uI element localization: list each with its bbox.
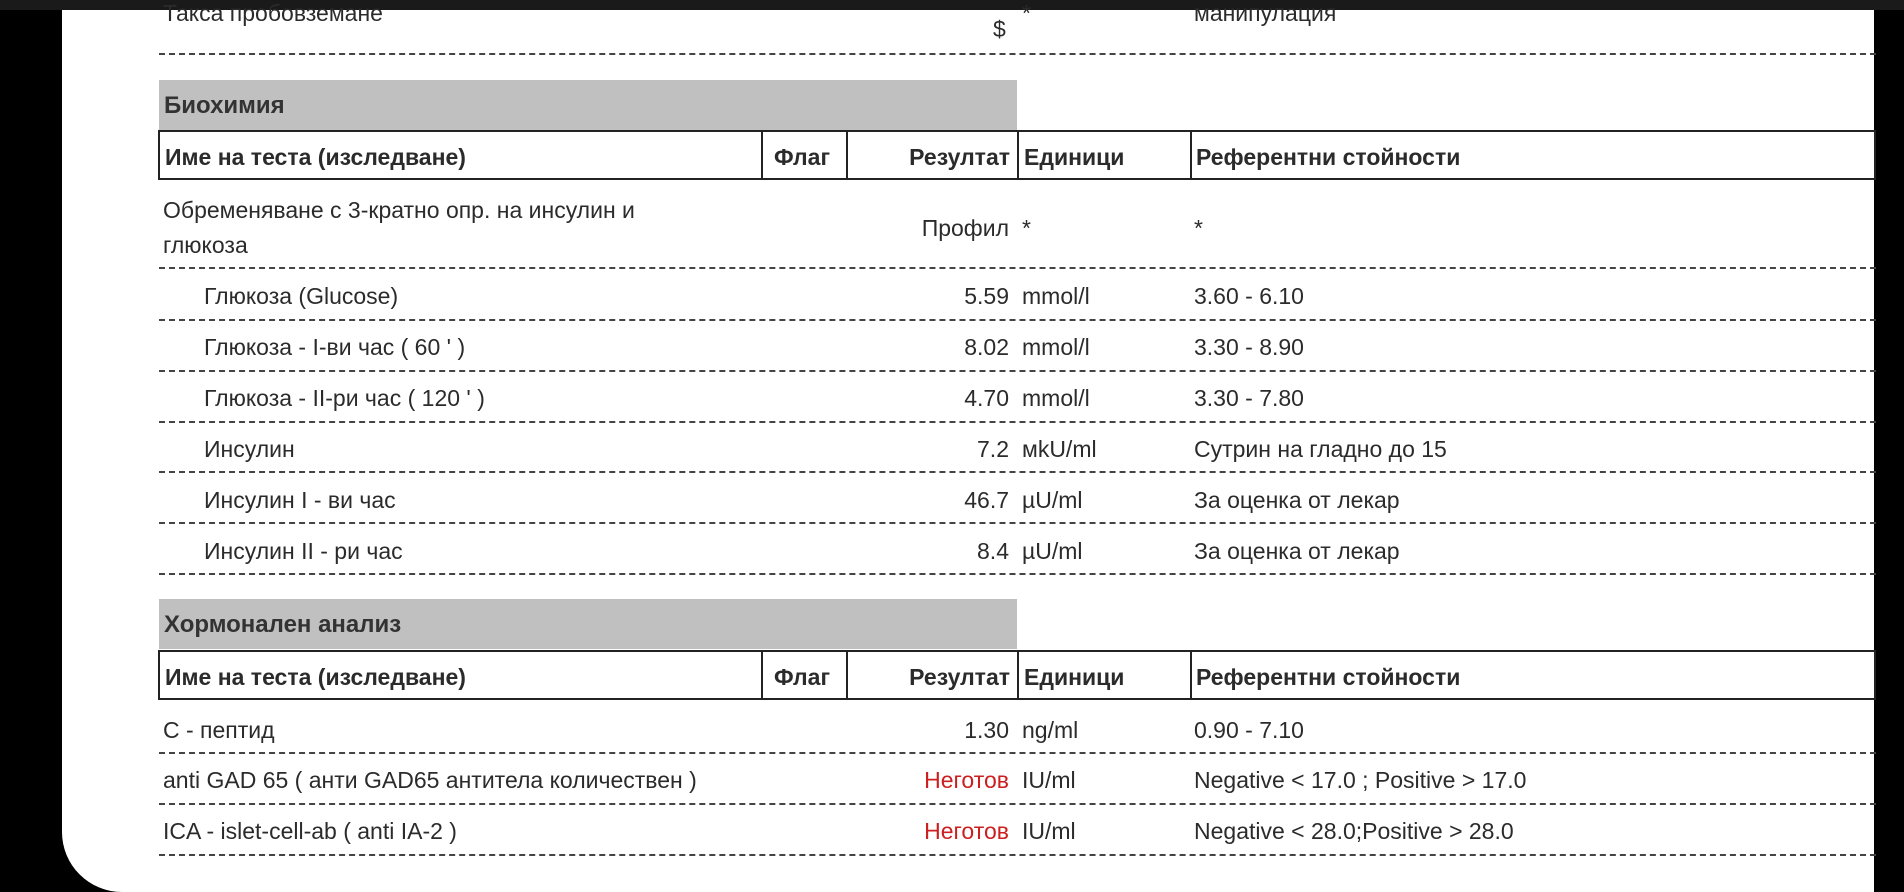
test-units: mmol/l [1022, 283, 1090, 309]
column-header-flag: Флаг [774, 144, 831, 170]
column-divider [846, 132, 848, 178]
test-name-continued: глюкоза [163, 232, 248, 258]
test-result: 8.02 [964, 334, 1009, 360]
test-units: µU/ml [1022, 487, 1083, 513]
row-divider [159, 370, 1876, 372]
test-units: мkU/ml [1022, 436, 1097, 462]
row-divider [159, 522, 1876, 524]
test-units: IU/ml [1022, 818, 1076, 844]
section-title-biochemistry [159, 80, 1017, 130]
column-header-name: Име на теста (изследване) [165, 664, 466, 690]
test-name: Глюкоза - I-ви час ( 60 ' ) [204, 334, 466, 360]
column-header-result: Резултат [909, 664, 1010, 690]
column-header-reference: Референтни стойности [1196, 144, 1461, 170]
row-name: Такса пробовземане [163, 0, 383, 26]
test-name: Инсулин II - ри час [204, 538, 403, 564]
test-name: Инсулин [204, 436, 295, 462]
row-reference: манипулация [1194, 0, 1337, 26]
test-reference: * [1194, 215, 1203, 241]
test-name: Глюкоза (Glucose) [204, 283, 399, 309]
test-units: mmol/l [1022, 385, 1090, 411]
table-header-hormonal [158, 650, 1876, 700]
column-divider [846, 652, 848, 698]
column-divider [1190, 132, 1192, 178]
column-divider [761, 132, 763, 178]
column-divider [1017, 652, 1019, 698]
test-reference: За оценка от лекар [1194, 487, 1400, 513]
test-units: mmol/l [1022, 334, 1090, 360]
row-divider [159, 573, 1876, 575]
section-title-text: Биохимия [164, 92, 285, 119]
row-divider [159, 319, 1876, 321]
test-result: 46.7 [964, 487, 1009, 513]
test-reference: 3.30 - 7.80 [1194, 385, 1304, 411]
column-header-flag: Флаг [774, 664, 831, 690]
column-header-reference: Референтни стойности [1196, 664, 1461, 690]
column-divider [1190, 652, 1192, 698]
test-reference: Сутрин на гладно до 15 [1194, 436, 1447, 462]
column-header-units: Единици [1024, 664, 1125, 690]
test-result: Профил [921, 215, 1009, 241]
test-name: Глюкоза - II-ри час ( 120 ' ) [204, 385, 485, 411]
row-divider [159, 803, 1876, 805]
test-name: Обременяване с 3-кратно опр. на инсулин и [163, 197, 635, 223]
row-divider [159, 53, 1876, 55]
table-header-biochemistry [158, 130, 1876, 180]
column-header-units: Единици [1024, 144, 1125, 170]
section-title-hormonal [159, 599, 1017, 649]
test-units: * [1022, 215, 1031, 241]
test-units: µU/ml [1022, 538, 1083, 564]
test-units: IU/ml [1022, 767, 1076, 793]
test-reference: Negative < 28.0;Positive > 28.0 [1194, 818, 1514, 844]
row-divider [159, 267, 1876, 269]
row-units: * [1022, 0, 1031, 26]
section-title-text: Хормонален анализ [164, 611, 402, 638]
column-divider [761, 652, 763, 698]
column-header-name: Име на теста (изследване) [165, 144, 466, 170]
test-reference: 3.60 - 6.10 [1194, 283, 1304, 309]
test-name: C - пептид [163, 717, 275, 743]
test-result: 4.70 [964, 385, 1009, 411]
test-result-pending: Неготов [924, 767, 1009, 793]
column-header-result: Резултат [909, 144, 1010, 170]
test-result: 5.59 [964, 283, 1009, 309]
test-result: 7.2 [977, 436, 1009, 462]
test-result: 8.4 [977, 538, 1009, 564]
row-divider [159, 471, 1876, 473]
column-divider [1017, 132, 1019, 178]
test-reference: Negative < 17.0 ; Positive > 17.0 [1194, 767, 1527, 793]
test-reference: За оценка от лекар [1194, 538, 1400, 564]
test-result: 1.30 [964, 717, 1009, 743]
test-name: anti GAD 65 ( анти GAD65 антитела количествен ) [163, 767, 697, 793]
test-name: ICA - islet-cell-ab ( anti IA-2 ) [163, 818, 457, 844]
test-units: ng/ml [1022, 717, 1079, 743]
test-result-pending: Неготов [924, 818, 1009, 844]
row-divider [159, 752, 1876, 754]
test-reference: 0.90 - 7.10 [1194, 717, 1304, 743]
test-name: Инсулин I - ви час [204, 487, 396, 513]
test-reference: 3.30 - 8.90 [1194, 334, 1304, 360]
row-divider [159, 421, 1876, 423]
row-result: $ [993, 16, 1006, 42]
row-divider [159, 854, 1876, 856]
